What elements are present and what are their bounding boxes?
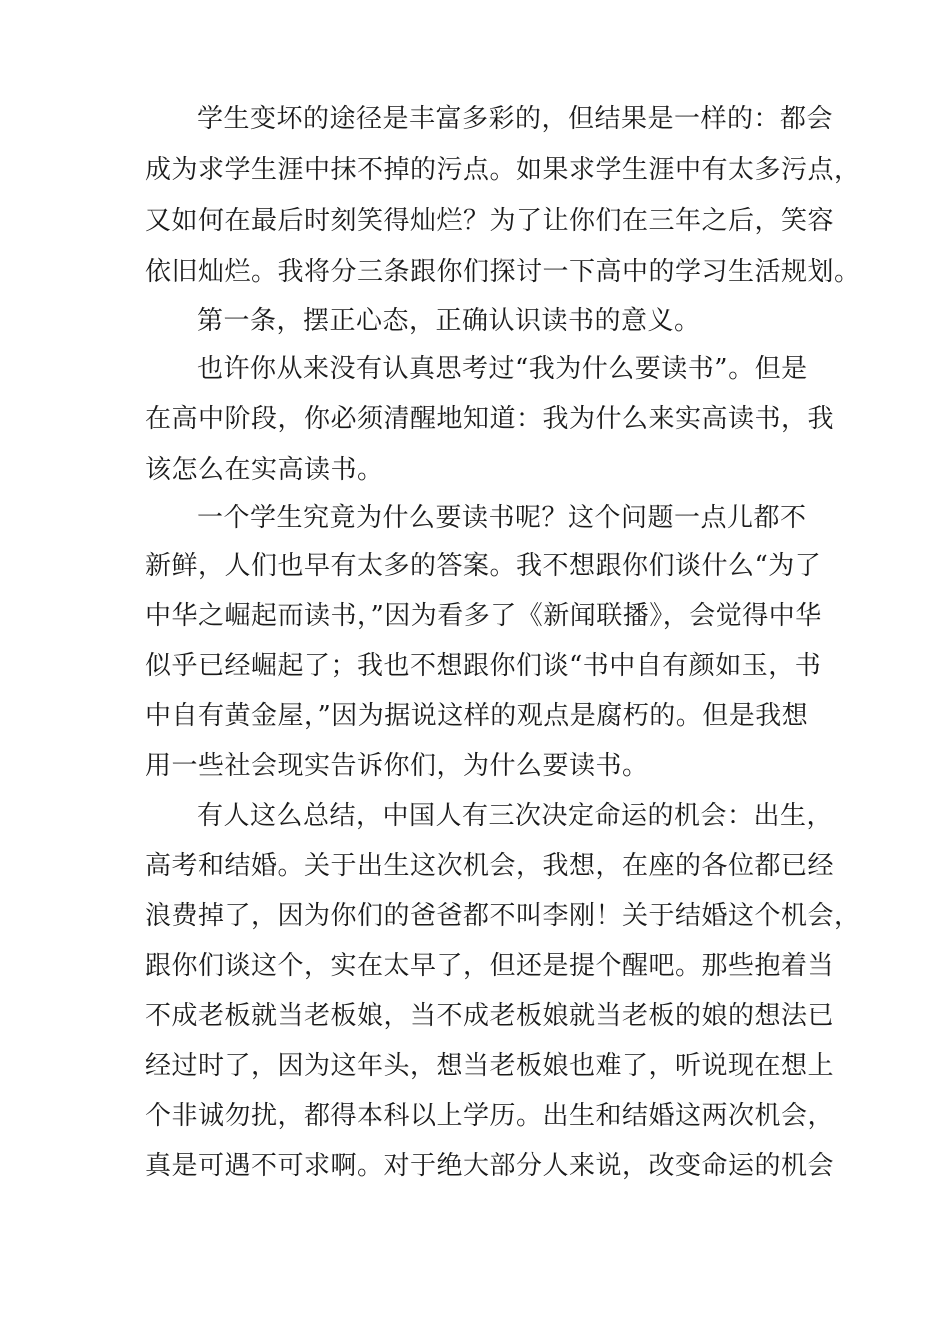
paragraph-line: 成为求学生涯中抹不掉的污点。如果求学生涯中有太多污点，: [145, 155, 861, 185]
paragraph-line: 个非诚勿扰，都得本科以上学历。出生和结婚这两次机会，: [145, 1101, 835, 1131]
paragraph-line: 也许你从来没有认真思考过“我为什么要读书”。但是: [197, 354, 808, 384]
paragraph-line: 有人这么总结，中国人有三次决定命运的机会：出生，: [197, 801, 834, 831]
paragraph-line: 浪费掉了，因为你们的爸爸都不叫李刚！关于结婚这个机会，: [145, 901, 861, 931]
paragraph-line: 依旧灿烂。我将分三条跟你们探讨一下高中的学习生活规划。: [145, 257, 861, 287]
section-heading: 第一条，摆正心态，正确认识读书的意义。: [197, 306, 701, 336]
paragraph-line: 似乎已经崛起了；我也不想跟你们谈“书中自有颜如玉，书: [145, 651, 822, 681]
paragraph-line: 中自有黄金屋，”因为据说这样的观点是腐朽的。但是我想: [145, 701, 809, 731]
paragraph-line: 不成老板就当老板娘，当不成老板娘就当老板的娘的想法已: [145, 1001, 835, 1031]
paragraph-line: 在高中阶段，你必须清醒地知道：我为什么来实高读书，我: [145, 404, 835, 434]
paragraph-line: 一个学生究竟为什么要读书呢？这个问题一点儿都不: [197, 503, 807, 533]
paragraph-line: 该怎么在实高读书。: [145, 455, 384, 485]
paragraph-line: 中华之崛起而读书，”因为看多了《新闻联播》，会觉得中华: [145, 601, 822, 631]
paragraph-line: 新鲜，人们也早有太多的答案。我不想跟你们谈什么“为了: [145, 551, 822, 581]
paragraph-line: 真是可遇不可求啊。对于绝大部分人来说，改变命运的机会: [145, 1151, 835, 1181]
paragraph-line: 学生变坏的途径是丰富多彩的，但结果是一样的：都会: [197, 104, 834, 134]
paragraph-line: 跟你们谈这个，实在太早了，但还是提个醒吧。那些抱着当: [145, 951, 835, 981]
paragraph-line: 经过时了，因为这年头，想当老板娘也难了，听说现在想上: [145, 1051, 835, 1081]
paragraph-line: 又如何在最后时刻笑得灿烂？为了让你们在三年之后，笑容: [145, 206, 835, 236]
paragraph-line: 用一些社会现实告诉你们，为什么要读书。: [145, 751, 649, 781]
paragraph-line: 高考和结婚。关于出生这次机会，我想，在座的各位都已经: [145, 851, 835, 881]
